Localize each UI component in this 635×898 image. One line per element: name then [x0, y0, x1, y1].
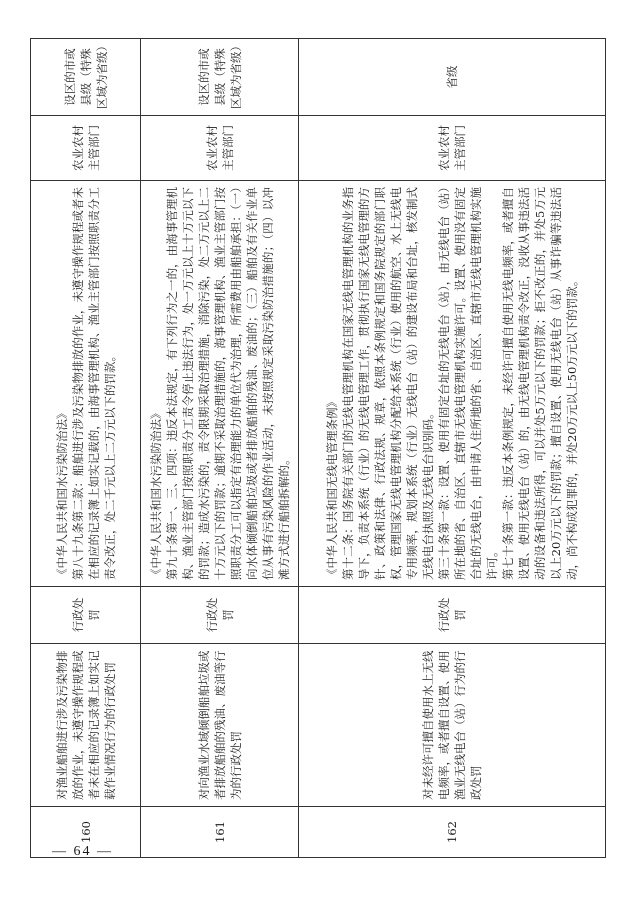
table-row: [31, 39, 141, 858]
jurisdiction-level: 设区的市或县级（特殊区域为省级）: [31, 39, 141, 116]
basis-paragraph: 《中华人民共和国无线电管理条例》: [325, 396, 339, 580]
row-number: 161: [141, 807, 299, 858]
item-type: 行政处罚: [31, 587, 141, 644]
basis-paragraph: 第九十条第一、三、四项：违反本法规定，有下列行为之一的，由海事管理机构、渔业主管部门按照职责分工责令停止违法行为，处一万元以上十万元以下的罚款；造成水污染的，责令限期采取治理措施，消除污染，处二万元以上二十万元以下的罚款；逾期不采取治理措施的，海事管理机构、渔业主管部门按照职责分工可以指定有治理能力的单位代为治理，所需费用由船舶承担：（一）向水体倾倒船舶垃圾或者排放船舶的残油、废油的；（三）船舶及有关作业单位从事有污染风险的作业活动，未按照规定采取污染防治措施的；（四）以冲滩方式进行船舶拆解的。: [164, 187, 291, 580]
penalty-table: [30, 38, 606, 858]
legal-basis: [31, 181, 141, 587]
jurisdiction-level: 省级: [299, 39, 606, 116]
table-row: [299, 39, 606, 858]
basis-paragraph: 第七十条第一款：违反本条例规定，未经许可擅自使用无线电频率，或者擅自设置、使用无线电台（站）的，由无线电管理机构责令改正，没收从事违法活动的设备和违法所得，可以并处5万元以下的罚款；拒不改正的，并处5万元以上20万元以下的罚款；擅自设置、使用无线电台（站）从事诈骗等违法活动，尚不构成犯罪的，并处20万元以上50万元以下的罚款。: [501, 187, 579, 580]
item-name: 对未经许可擅自使用水上无线电频率，或者擅自设置、使用渔业无线电台（站）行为的行政处罚: [299, 644, 606, 807]
department: 农业农村主管部门: [299, 116, 606, 181]
page-number: — 64 —: [52, 844, 113, 859]
row-number: 160: [31, 807, 141, 858]
item-type: 行政处罚: [141, 587, 299, 644]
basis-paragraph: 第十二条：国务院有关部门的无线电管理机构在国家无线电管理机构的业务指导下，负责本系统（行业）的无线电管理工作，贯彻执行国家无线电管理的方针、政策和法律、行政法规、规章，依照本条例规定和国务院规定的部门职权，管理国家无线电管理机构分配给本系统（行业）使用的航空、水上无线电专用频率，规划本系统（行业）无线电台（站）的建设布局和台址，核发制式无线电台执照及无线电台识别码。: [341, 187, 435, 580]
basis-paragraph: 《中华人民共和国水污染防治法》: [148, 407, 163, 580]
rotated-table-frame: [30, 38, 605, 858]
basis-paragraph: 第八十九条第二款：船舶进行涉及污染物排放的作业，未遵守操作规程或者未在相应的记录簿上如实记载的，由海事管理机构、渔业主管部门按照职责分工责令改正，处二千元以上二万元以下的罚款。: [70, 187, 117, 580]
jurisdiction-level: 设区的市或县级（特殊区域为省级）: [141, 39, 299, 116]
table-row: [141, 39, 299, 858]
legal-basis: [299, 181, 606, 587]
basis-paragraph: 第三十条第一款：设置、使用有固定台址的无线电台（站），由无线电台（站）所在地的省、自治区、直辖市无线电管理机构实施许可。设置、使用没有固定台址的无线电台，由申请人住所地的省、自治区、直辖市无线电管理机构实施许可。: [437, 187, 499, 580]
department: 农业农村主管部门: [141, 116, 299, 181]
item-name: 对渔业船舶进行涉及污染物排放的作业，未遵守操作规程或者未在相应的记录簿上如实记载作业情况行为的行政处罚: [31, 644, 141, 807]
item-type: 行政处罚: [299, 587, 606, 644]
basis-paragraph: 《中华人民共和国水污染防治法》: [54, 407, 69, 580]
item-name: 对向渔业水域倾倒船舶垃圾或者排放船舶的残油、废油等行为的行政处罚: [141, 644, 299, 807]
department: 农业农村主管部门: [31, 116, 141, 181]
legal-basis: [141, 181, 299, 587]
row-number: 162: [299, 807, 606, 858]
